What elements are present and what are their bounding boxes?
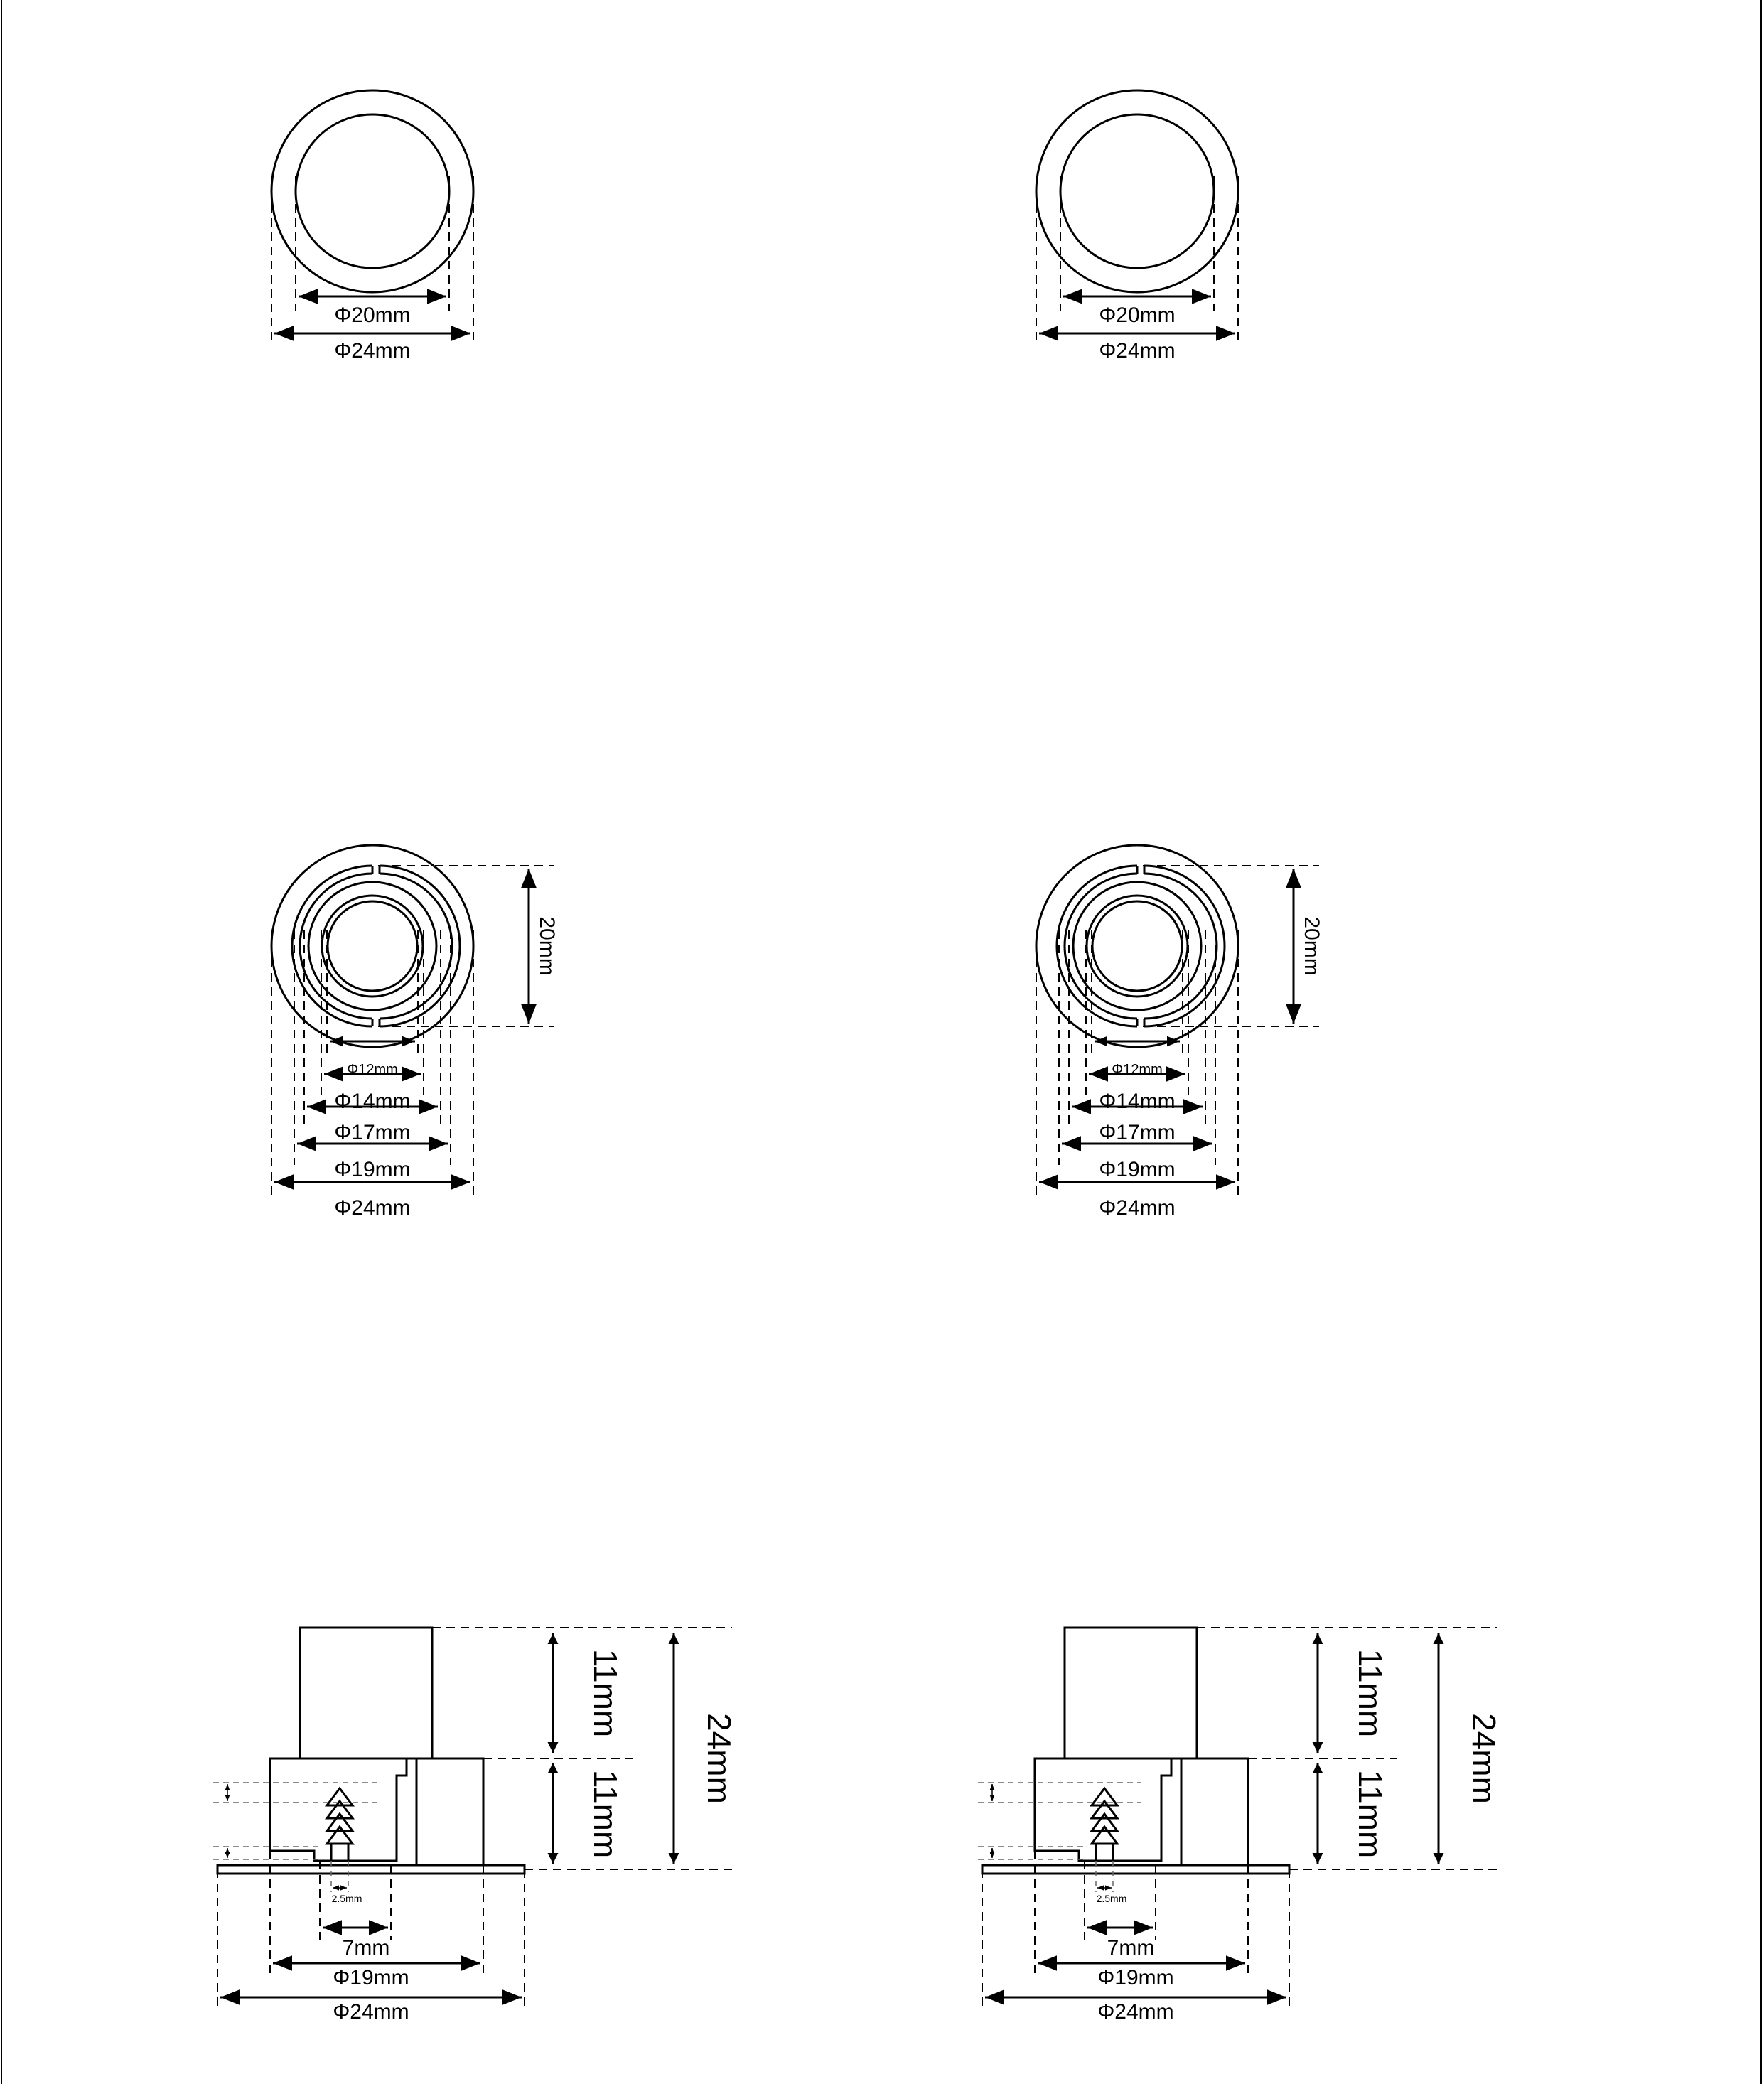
outer-diameter-label: Φ24mm	[334, 339, 411, 362]
height-label: 20mm	[1300, 916, 1323, 976]
height-label: 20mm	[535, 916, 559, 976]
screw-width-label: 2.5mm	[331, 1893, 362, 1904]
top-view-right	[1036, 90, 1238, 362]
screw-width-label: 2.5mm	[1096, 1893, 1127, 1904]
slot-width-label: 7mm	[342, 1936, 390, 1960]
total-height-label: 24mm	[701, 1713, 738, 1804]
d12-label: Φ12mm	[347, 1062, 398, 1078]
flange-diameter-label: Φ24mm	[1097, 2000, 1174, 2024]
front-view-right	[1036, 845, 1323, 1220]
outer-diameter-label: Φ24mm	[1099, 339, 1176, 362]
d19-label: Φ19mm	[1099, 1158, 1176, 1181]
front-view-left	[271, 845, 559, 1220]
slot-width-label: 7mm	[1107, 1936, 1155, 1960]
lower-height-label: 11mm	[587, 1769, 624, 1859]
inner-diameter-label: Φ20mm	[1099, 304, 1176, 327]
side-view-left	[213, 1628, 738, 2024]
upper-height-label: 11mm	[1352, 1648, 1389, 1738]
inner-diameter-label: Φ20mm	[334, 304, 411, 327]
d17-label: Φ17mm	[1099, 1121, 1176, 1144]
body-diameter-label: Φ19mm	[1097, 1966, 1174, 1989]
d24-label: Φ24mm	[334, 1196, 411, 1220]
d17-label: Φ17mm	[334, 1121, 411, 1144]
d14-label: Φ14mm	[1099, 1090, 1176, 1113]
d24-label: Φ24mm	[1099, 1196, 1176, 1220]
total-height-label: 24mm	[1465, 1713, 1502, 1804]
body-diameter-label: Φ19mm	[333, 1966, 409, 1989]
d12-label: Φ12mm	[1112, 1062, 1163, 1078]
flange-diameter-label: Φ24mm	[333, 2000, 409, 2024]
d14-label: Φ14mm	[334, 1090, 411, 1113]
top-view-left	[271, 90, 473, 362]
side-view-right	[978, 1628, 1502, 2024]
lower-height-label: 11mm	[1352, 1769, 1389, 1859]
upper-height-label: 11mm	[587, 1648, 624, 1738]
d19-label: Φ19mm	[334, 1158, 411, 1181]
